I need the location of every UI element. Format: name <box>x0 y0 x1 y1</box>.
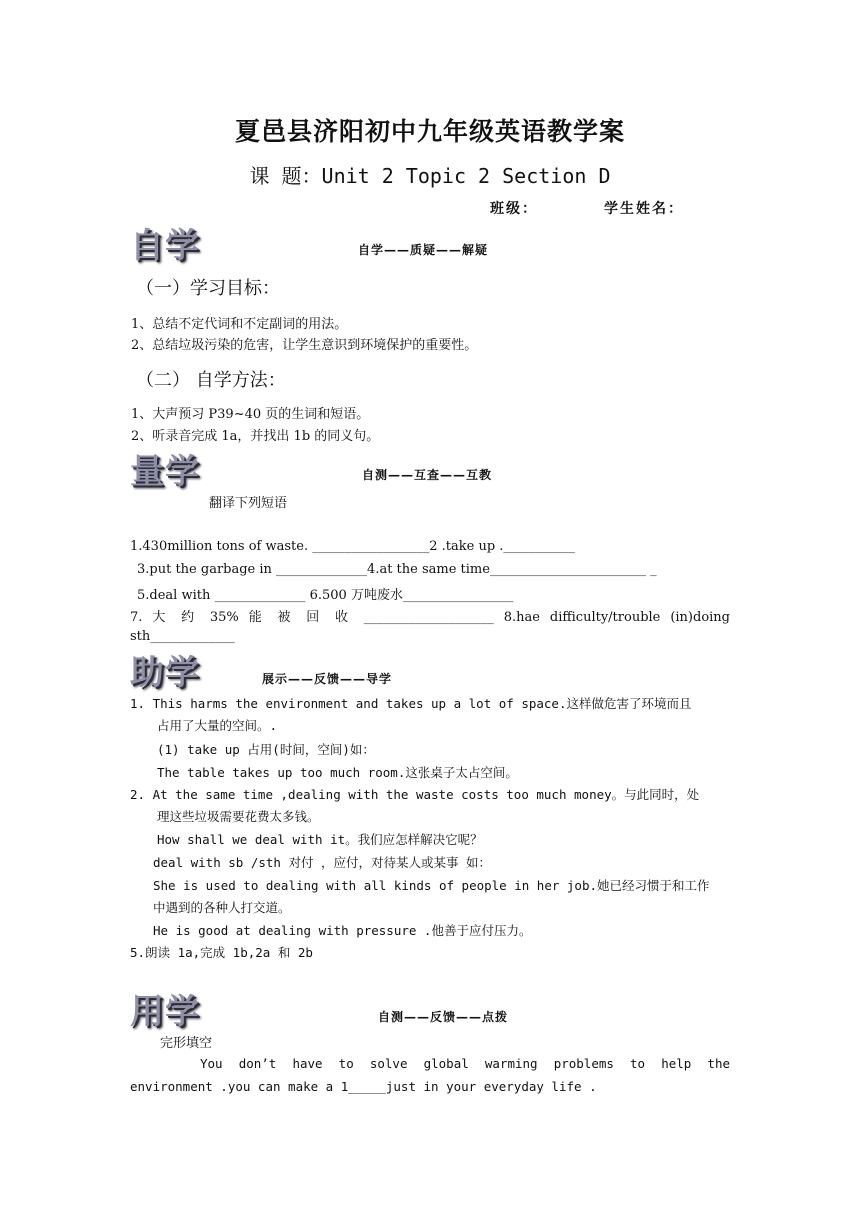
exercise-line: 1.430million tons of waste. __________________2 .take up .___________ <box>130 539 575 554</box>
goals-title: （一）学习目标： <box>136 278 280 299</box>
translate-instruction: 翻译下列短语 <box>209 496 288 511</box>
student-name-label: 学生姓名： <box>604 201 684 217</box>
note-line: 1. This harms the environment and takes up a lot of space.这样做危害了环境而且 <box>130 696 692 711</box>
zhuxue-badge: 助学 <box>130 653 200 693</box>
method-item: 1、大声预习 P39~40 页的生词和短语。 <box>131 407 370 422</box>
note-line: 理这些垃圾需要花费太多钱。 <box>157 809 320 824</box>
note-line: 5.朗读 1a,完成 1b,2a 和 2b <box>130 945 313 960</box>
yongxue-heading: 自测——反馈——点拨 <box>378 1010 509 1024</box>
exercise-line: 7. 大 约 35% 能 被 回 收 ____________________ 8.hae difficulty/trouble (in)doing <box>130 610 730 625</box>
class-label: 班级： <box>490 201 538 217</box>
zixue-heading: 自学——质疑——解疑 <box>358 243 489 257</box>
lesson-subtitle: 课 题：Unit 2 Topic 2 Section D <box>249 164 611 188</box>
exercise-line: sth_____________ <box>130 629 235 644</box>
page-title: 夏邑县济阳初中九年级英语教学案 <box>234 117 625 146</box>
zixue-badge: 自学 <box>130 226 200 266</box>
exercise-line: 5.deal with ______________ 6.500 万吨废水_________________ <box>137 588 514 603</box>
liangxue-heading: 自测——互查——互教 <box>362 468 493 482</box>
note-line: 占用了大量的空间。. <box>157 718 278 733</box>
yongxue-badge: 用学 <box>130 992 200 1032</box>
note-line: 中遇到的各种人打交道。 <box>153 900 291 915</box>
goal-item: 1、总结不定代词和不定副词的用法。 <box>131 317 348 332</box>
note-line: (1) take up 占用(时间，空间)如： <box>157 742 375 757</box>
cloze-paragraph-line: You don’t have to solve global warming problems to help the <box>200 1056 730 1071</box>
note-line: deal with sb /sth 对付 ，应付，对待某人或某事 如： <box>153 855 492 870</box>
exercise-line: 3.put the garbage in ______________4.at the same time________________________ _ <box>137 562 657 577</box>
goal-item: 2、总结垃圾污染的危害，让学生意识到环境保护的重要性。 <box>131 338 478 353</box>
note-line: How shall we deal with it。我们应怎样解决它呢？ <box>157 832 483 847</box>
method-item: 2、听录音完成 1a，并找出 1b 的同义句。 <box>131 429 380 444</box>
method-title: （二） 自学方法： <box>136 370 286 391</box>
note-line: He is good at dealing with pressure .他善于应付压力。 <box>153 923 532 938</box>
cloze-paragraph-line: environment .you can make a 1_____just in your everyday life . <box>130 1079 597 1094</box>
cloze-title: 完形填空 <box>160 1036 213 1051</box>
note-line: She is used to dealing with all kinds of people in her job.她已经习惯于和工作 <box>153 878 710 893</box>
liangxue-badge: 量学 <box>130 452 200 492</box>
zhuxue-heading: 展示——反馈——导学 <box>262 672 393 686</box>
note-line: The table takes up too much room.这张桌子太占空间。 <box>157 765 518 780</box>
note-line: 2. At the same time ,dealing with the waste costs too much money。与此同时，处 <box>130 787 700 802</box>
